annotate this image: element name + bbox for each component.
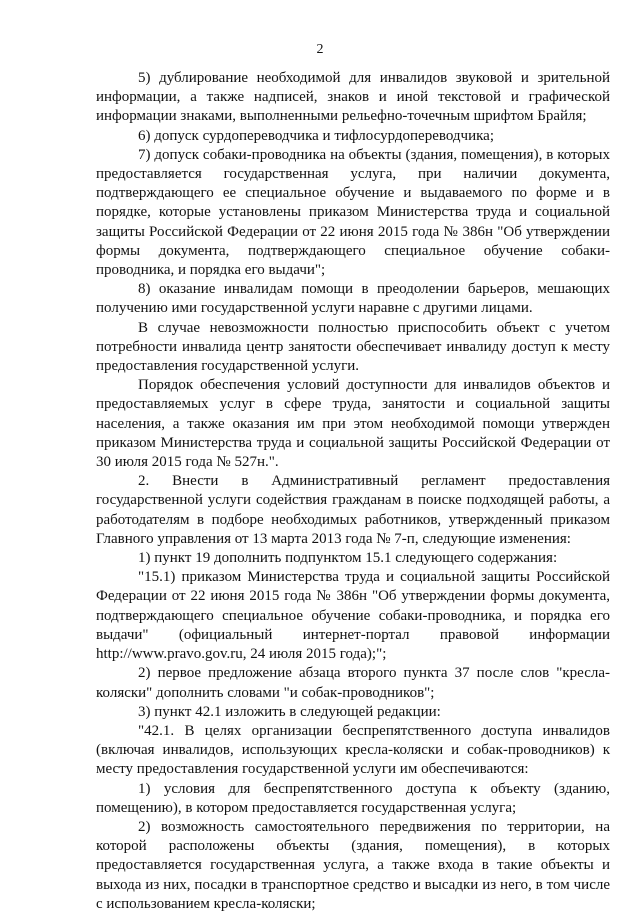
paragraph-access-impossible: В случае невозможности полностью приспособить объект с учетом потребности инвалида центр занятости обеспечивает инвалиду доступ к месту предоставления государственной услуги. <box>96 319 610 375</box>
page-number: 2 <box>316 42 324 57</box>
paragraph-42-1-intro: "42.1. В целях организации беспрепятственного доступа инвалидов (включая инвалидов, использующих кресла-коляски и собак-проводников) к месту предоставления государственной услуги им обеспечиваются: <box>96 722 610 778</box>
paragraph-access-order: Порядок обеспечения условий доступности для инвалидов объектов и предоставляемых услуг в сфере труда, занятости и социальной защиты населения, а также оказания им при этом необходимой помощи утвержден приказом Министерства труда и социальной защиты Российской Федерации от 30 июля 2015 года № 527н.". <box>96 377 610 471</box>
paragraph-point-19: 1) пункт 19 дополнить подпунктом 15.1 следующего содержания: <box>138 550 558 567</box>
paragraph-point-42-1: 3) пункт 42.1 изложить в следующей редакции: <box>138 703 441 720</box>
paragraph-42-1-item-2: 2) возможность самостоятельного передвижения по территории, на которой расположены объекты (здания, помещения), в которых предоставляется государственная услуга, а также входа в такие объекты и выхода из них, посадки в транспортное средство и высадки из него, в том числе с использованием кресла-коляски; <box>96 818 610 912</box>
paragraph-amend-regulation: 2. Внести в Административный регламент предоставления государственной услуги содействия гражданам в поиске подходящей работы, а работодателям в подборе необходимых работников, утвержденный приказом Главного управления от 13 марта 2013 года № 7-п, следующие изменения: <box>96 473 610 547</box>
paragraph-item-5: 5) дублирование необходимой для инвалидов звуковой и зрительной информации, а также надписей, знаков и иной текстовой и графической информации знаками, выполненными рельефно-точечным шрифтом Брайля; <box>96 70 610 125</box>
paragraph-42-1-item-1: 1) условия для беспрепятственного доступа к объекту (зданию, помещению), в котором предоставляется государственная услуга; <box>96 780 610 816</box>
paragraph-subpoint-15-1: "15.1) приказом Министерства труда и социальной защиты Российской Федерации от 22 июня 2015 года № 386н "Об утверждении формы документа, подтверждающего специальное обучение собаки-проводника, и порядка его выдачи" (официальный интернет-портал правовой информации http://www.pravo.gov.ru, 24 июля 2015 года);"; <box>96 569 610 663</box>
paragraph-item-7: 7) допуск собаки-проводника на объекты (здания, помещения), в которых предоставляется государственная услуга, при наличии документа, подтверждающего ее специальное обучение и выдаваемого по форме и в порядке, которые установлены приказом Министерства труда и социальной защиты Российской Федерации от 22 июня 2015 года № 386н "Об утверждении формы документа, подтверждающего специальное обучение собаки-проводника, и порядка его выдачи"; <box>96 146 610 279</box>
document-body <box>96 69 610 914</box>
paragraph-point-37: 2) первое предложение абзаца второго пункта 37 после слов "кресла-коляски" дополнить словами "и собак-проводников"; <box>96 665 610 701</box>
paragraph-item-6: 6) допуск сурдопереводчика и тифлосурдопереводчика; <box>138 127 494 144</box>
paragraph-item-8: 8) оказание инвалидам помощи в преодолении барьеров, мешающих получению ими государственной услуги наравне с другими лицами. <box>96 281 610 317</box>
